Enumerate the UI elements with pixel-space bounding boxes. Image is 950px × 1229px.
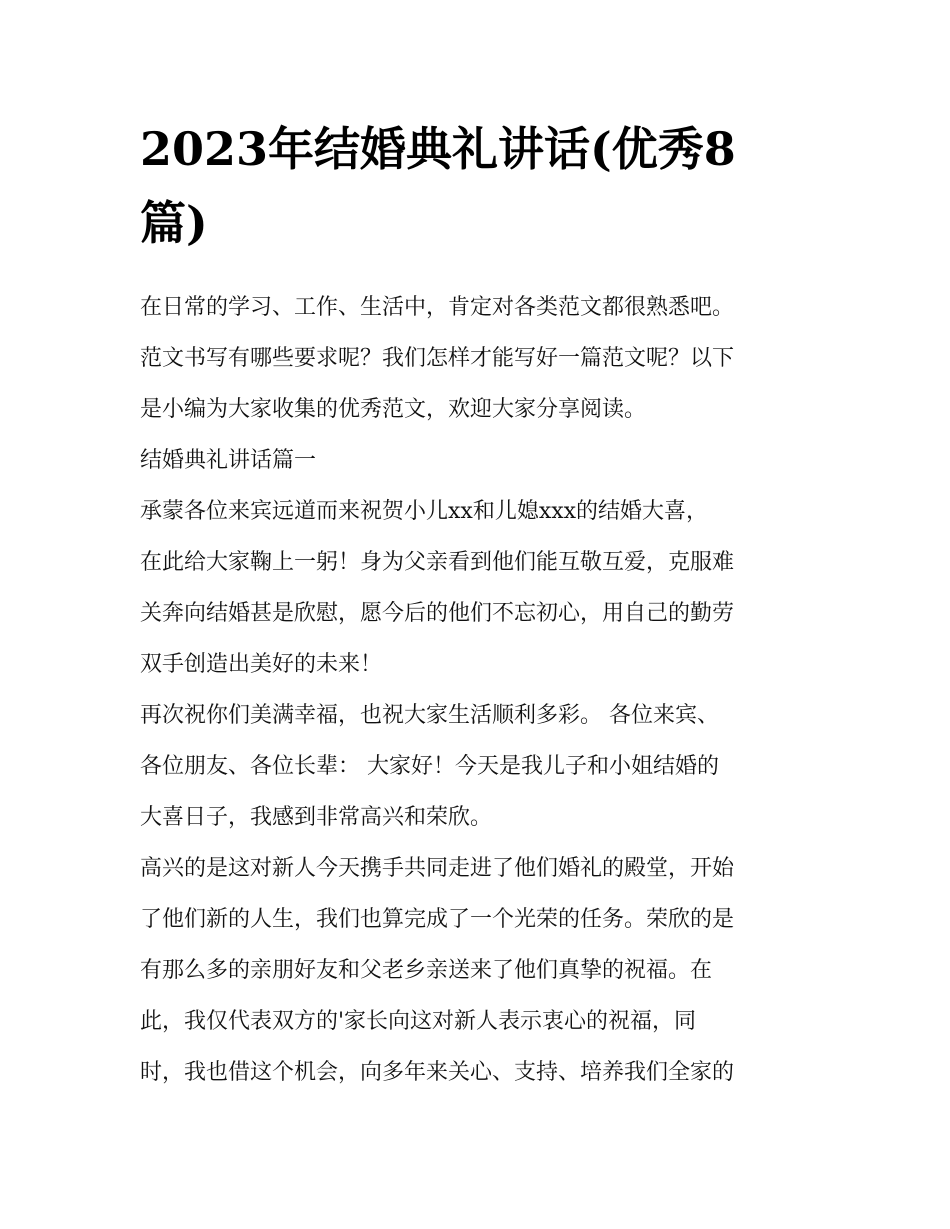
text-line: 在此给大家鞠上一躬！身为父亲看到他们能互敬互爱，克服难 (140, 550, 735, 575)
text-line: 再次祝你们美满幸福，也祝大家生活顺利多彩。 各位来宾、 (140, 703, 719, 728)
document-title (140, 112, 820, 260)
text-line: 了他们新的人生，我们也算完成了一个光荣的任务。荣欣的是 (140, 907, 735, 932)
intro-paragraph (140, 282, 820, 435)
text-line: 时，我也借这个机会，向多年来关心、支持、培养我们全家的 (140, 1060, 735, 1085)
text-line: 双手创造出美好的未来！ (140, 652, 383, 677)
text-line: 是小编为大家收集的优秀范文，欢迎大家分享阅读。 (140, 397, 647, 422)
document-body (140, 282, 820, 1098)
text-line: 承蒙各位来宾远道而来祝贺小儿xx和儿媳xxx的结婚大喜， (140, 499, 709, 524)
paragraph-1 (140, 486, 820, 690)
text-line: 大喜日子，我感到非常高兴和荣欣。 (140, 805, 493, 830)
text-line: 在日常的学习、工作、生活中，肯定对各类范文都很熟悉吧。 (140, 295, 735, 320)
text-line: 范文书写有哪些要求呢？我们怎样才能写好一篇范文呢？以下 (140, 346, 735, 371)
title-line: 2023年结婚典礼讲话(优秀8 (140, 122, 736, 176)
text-line: 有那么多的亲朋好友和父老乡亲送来了他们真挚的祝福。在 (140, 958, 713, 983)
text-line: 此，我仅代表双方的'家长向这对新人表示衷心的祝福，同 (140, 1009, 697, 1034)
paragraph-2 (140, 690, 820, 843)
text-line: 关奔向结婚甚是欣慰，愿今后的他们不忘初心，用自己的勤劳 (140, 601, 735, 626)
document-page (140, 112, 820, 1098)
paragraph-3 (140, 843, 820, 1098)
text-line: 高兴的是这对新人今天携手共同走进了他们婚礼的殿堂，开始 (140, 856, 735, 881)
section-heading: 结婚典礼讲话篇一 (140, 448, 317, 473)
text-line: 各位朋友、各位长辈： 大家好！今天是我儿子和小姐结婚的 (140, 754, 719, 779)
title-line: 篇) (140, 196, 208, 250)
